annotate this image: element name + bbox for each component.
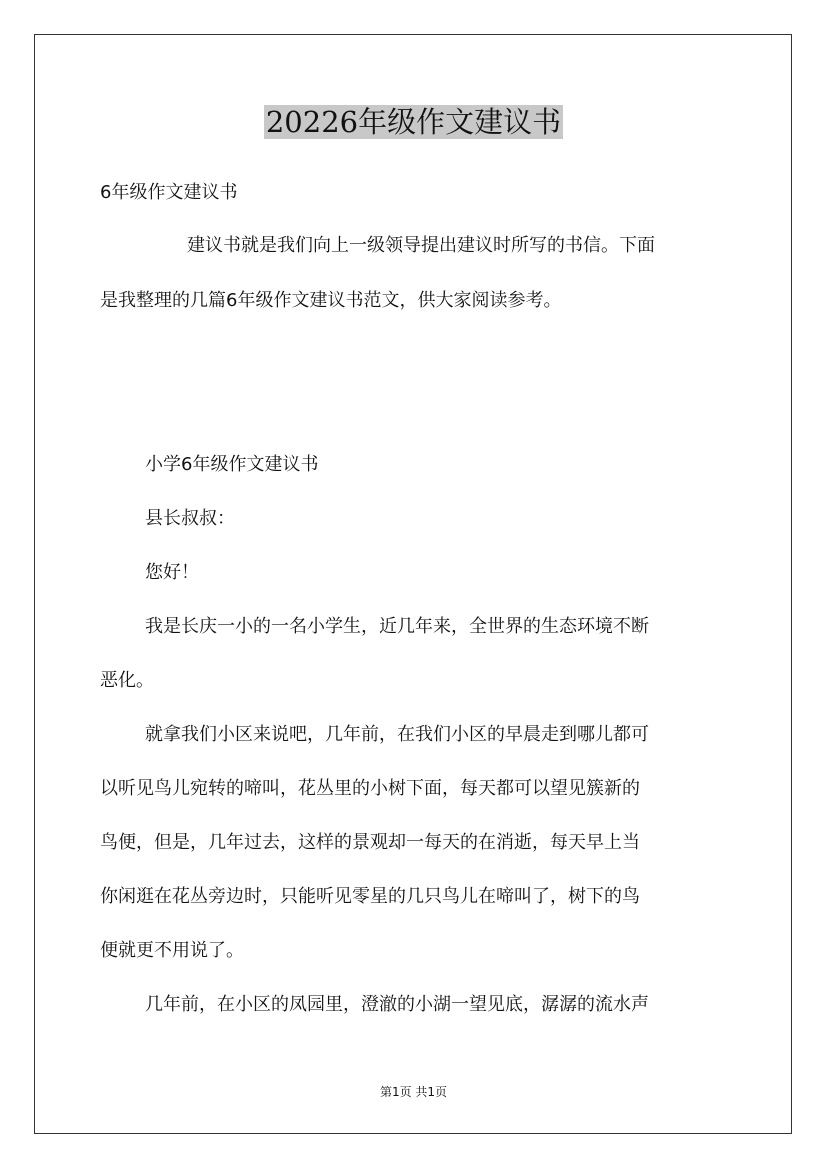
section-title: 小学6年级作文建议书 — [145, 454, 319, 475]
intro-line-2: 是我整理的几篇6年级作文建议书范文，供大家阅读参考。 — [100, 290, 562, 311]
page-number: 第1页 共1页 — [379, 1085, 448, 1099]
paragraph2-line-5: 便就更不用说了。 — [100, 940, 244, 961]
paragraph2-line-1: 就拿我们小区来说吧，几年前，在我们小区的早晨走到哪儿都可 — [145, 724, 649, 745]
paragraph1-line-1: 我是长庆一小的一名小学生，近几年来，全世界的生态环境不断 — [145, 616, 649, 637]
salutation: 县长叔叔： — [145, 508, 235, 529]
paragraph2-line-2: 以听见鸟儿宛转的啼叫，花丛里的小树下面，每天都可以望见簇新的 — [100, 778, 640, 799]
greeting: 您好！ — [145, 562, 199, 583]
paragraph1-line-2: 恶化。 — [100, 670, 154, 691]
paragraph3-line-1: 几年前，在小区的凤园里，澄澈的小湖一望见底，潺潺的流水声 — [145, 994, 649, 1015]
paragraph2-line-4: 你闲逛在花丛旁边时，只能听见零星的几只鸟儿在啼叫了，树下的鸟 — [100, 886, 640, 907]
document-title: 20226年级作文建议书 — [265, 105, 562, 139]
intro-line-1: 建议书就是我们向上一级领导提出建议时所写的书信。下面 — [187, 235, 655, 256]
document-subtitle: 6年级作文建议书 — [100, 182, 238, 203]
paragraph2-line-3: 鸟便，但是，几年过去，这样的景观却一每天的在消逝，每天早上当 — [100, 832, 640, 853]
